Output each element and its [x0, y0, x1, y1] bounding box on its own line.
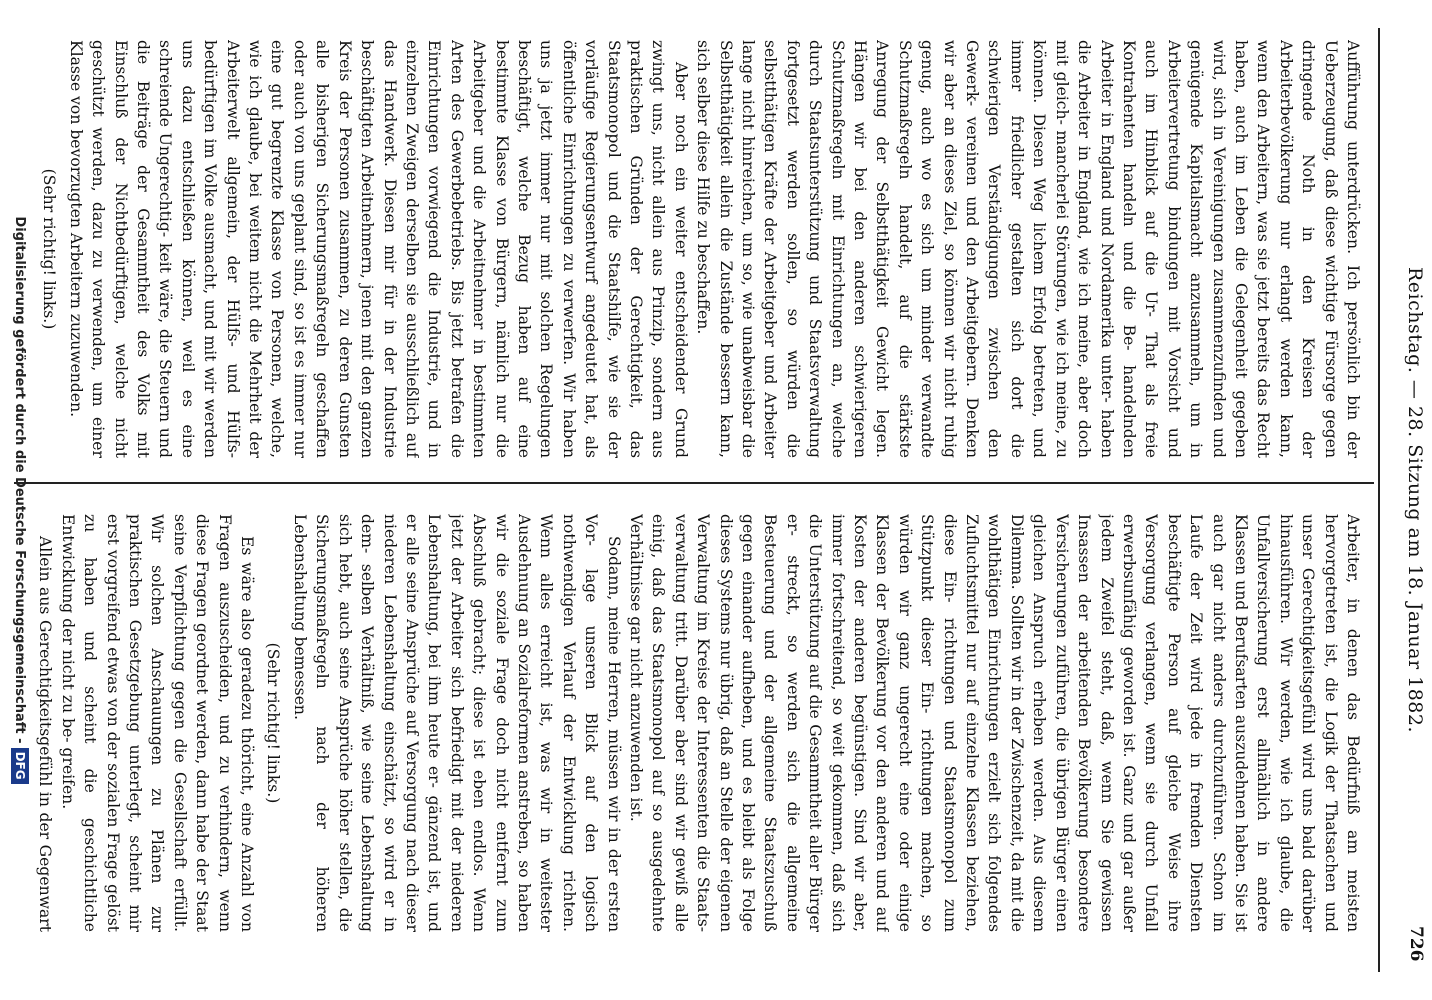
left-paragraph: Aber noch ein weiter entscheidender Grund zwingt uns, nicht allein aus Prinzip, sondern aus praktischen Gründen der Gerechtigkeit, das Staatsmonopol und die Staatshilfe, wie sie der vorläufige Regierungsentwurf angedeutet hat, als öffentliche Einrichtungen zu verwerfen. Wir haben uns ja jetzt immer nur mit solchen Regelungen beschäftigt, welche Bezug haben auf eine bestimmte Klasse von Bürgern, nämlich nur die Arbeitgeber und die Arbeitnehmer in bestimmten Arten des Gewerbebetriebs. Bis jetzt betrafen die Einrichtungen vorwiegend die Industrie, und in einzelnen Zweigen derselben sie ausschließlich auf das Handwerk. Diesen mir für in der Industrie beschäftigten Arbeitnehmern, jenen mit den ganzen Kreis der Personen zusammen, zu deren Gunsten alle bisherigen Sicherungsmaßregeln geschaffen oder auch von uns geplant sind, so ist es immer nur eine gut begrenzte Klasse von Personen, welche, wie ich glaube, bei weitem nicht die Mehrheit der Arbeiterwelt allgemein, der Hülfs- und Hülfs- bedürftigen im Volke ausmacht, und mit wir werden uns dazu entschließen können, weil es eine schreiende Ungerechtig- keit wäre, die Steuern und die Beiträge der Gesammtheit des Volks mit Einschluß der Nichtbedürftigen, welche nicht geschützt werden, dazu zu verwenden, um einer Klasse von bevorzugten Arbeitern zuzuwenden. — [66, 40, 690, 458]
left-interjection: (Sehr richtig! links.) — [40, 168, 59, 330]
credit-text: Digitalisierung gefördert durch die Deutsche Forschungsgemeinschaft - — [12, 216, 27, 744]
right-paragraph: Es wäre also geradezu thöricht, eine Anzahl von Fragen auszuscheiden, und zu verhindern, wenn diese Fragen geordnet werden, dann habe der Staat seine Verpflichtung gegen die Gesellschaft erfüllt. Wir solchen Anschauungen zu Plänen zur praktischen Gesetzgebung unterlegt, scheint mir erst vorgreifend etwas von der sozialen Frage gelöst zu haben und scheint die geschichtliche Entwicklung der nicht zu be- greifen. — [58, 514, 257, 932]
header-rule — [1378, 28, 1380, 972]
right-paragraph: Arbeiter, in denen das Bedürfniß am meisten hervorgetreten ist, die Logik der Thatsachen und unser Gerechtigkeitsgefühl wird uns bald darüber hinausführen. Wir werden, wie ich glaube, die Unfallversicherung erst allmählich in andere Klassen und Berufsarten auszudehnen haben. Sie ist auch gar nicht anders durchzuführen. Schon im Laufe der Zeit wird jede in fremden Diensten beschäftigte Person auf gleiche Weise ihre Versorgung verlangen, wenn sie durch Unfall erwerbsunfähig geworden ist. Ganz und gar außer jedem Zweifel steht, daß, wenn Sie gewissen Insassen der arbeitenden Bevölkerung besondere Versicherungen zuführen, die übrigen Bürger einen gleichen Anspruch erheben werden. Aus diesem Dilemma. Sollten wir in der Zwischenzeit, da mit die wohlthätigen Einrichtungen erzielt sich folgendes Zufluchtsmittel nur auf einzelne Klassen beziehen, diese Ein- richtungen und Staatsmonopol zum Stützpunkt dieser Ein- richtungen machen, so würden wir ganz ungerecht eine oder einige Klassen der Bevölkerung vor den anderen und auf Kosten der anderen begünstigen. Sind wir aber, immer fortschreitend, so weit gekommen, daß sich die Unterstützung auf die Gesammtheit aller Bürger er- streckt, so werden sich die allgemeine Besteuerung und der allgemeine Staatszuschuß gegen einander aufheben, und es bleibt als Folge dieses Systems nur übrig, daß an Stelle der eigenen Verwaltung im Kreise der Interessenten die Staats- verwaltung tritt. Darüber aber sind wir gewiß alle einig, daß das Staatsmonopol auf so ausgedehnte Verhältnisse gar nicht anzuwenden ist. — [627, 514, 1362, 932]
dfg-logo: DFG — [11, 748, 29, 784]
digitization-credit — [4, 0, 34, 1000]
left-column — [34, 40, 1364, 458]
right-paragraph: Sodann, meine Herren, müssen wir in der ersten Vor- lage unseren Blick auf den logisch nothwendigen Verlauf der Entwicklung richten. Wenn alles erreicht ist, was wir in weitester Ausdehnung an Sozialreformen anstreben, so haben wir die soziale Frage doch nicht entfernt zum Abschluß gebracht; diese ist eben endlos. Wenn jetzt der Arbeiter sich befriedigt mit der niederen Lebenshaltung, bei ihm heute er- gänzend ist, und er alle seine Ansprüche auf Versorgung nach dieser niederen Lebenshaltung einschätzt, so wird er in dem- selben Verhältniß, wie seine Lebenshaltung sich hebt, auch seine Ansprüche höher stellen, die Sicherungsmaßregeln nach der höheren Lebenshaltung bemessen. — [290, 514, 623, 932]
left-paragraph: Aufführung unterdrücken. Ich persönlich bin der Ueberzeugung, daß diese wichtige Fürsorge gegen dringende Noth in den Kreisen der Arbeiterbevölkerung nur erlangt werden kann, wenn den Arbeitern, was sie jetzt bereits das Recht haben, auch im Leben die Gelegenheit gegeben wird, sich in Vereinigungen zusammenzufinden und genügende Kapitalsmacht anzusammeln, um in Arbeitervertretung bindungen mit Vorsicht und auch im Hinblick auf die Ur- That als freie Kontrahenten handeln und die Be- handelnden Arbeiter in England und Nordamerika unter- haben die Arbeiter in England, wie ich meine, aber doch mit gleich- mancherlei Störungen, wie ich meine, zu können. Diesen Weg lichem Erfolg betreten, und immer friedlicher gestalten sich dort die schwierigen Verständigungen zwischen den Gewerk- vereinen und den Arbeitgebern. Denken wir aber an dieses Ziel, so können wir nicht ruhig genug, auch wo es sich um minder verwandte Schutzmaßregeln handelt, auf die stärkste Anregung der Selbstthätigkeit Gewicht legen. Hängen wir bei den anderen schwierigeren Schutzmaßregeln mit Einrichtungen an, welche durch Staatsunterstützung und Staatsverwaltung fortgesetzt werden sollen, so würden die selbstthätigen Kräfte der Arbeitgeber und Arbeiter lange nicht hinreichen, um so, wie unabweisbar die Selbstthätigkeit allein die Zustände bessern kann, sich selber diese Hilfe zu beschaffen. — [694, 40, 1362, 458]
right-column — [34, 514, 1364, 932]
right-interjection: (Sehr richtig! links.) — [264, 642, 283, 804]
page-header — [1384, 0, 1432, 1000]
page-number: 726 — [1406, 926, 1426, 962]
running-head: Reichstag. — 28. Sitzung am 18. Januar 1882. — [1404, 266, 1426, 734]
right-paragraph: Allein aus Gerechtigkeitsgefühl in der Gegenwart — [36, 536, 55, 932]
column-divider — [14, 482, 1374, 484]
